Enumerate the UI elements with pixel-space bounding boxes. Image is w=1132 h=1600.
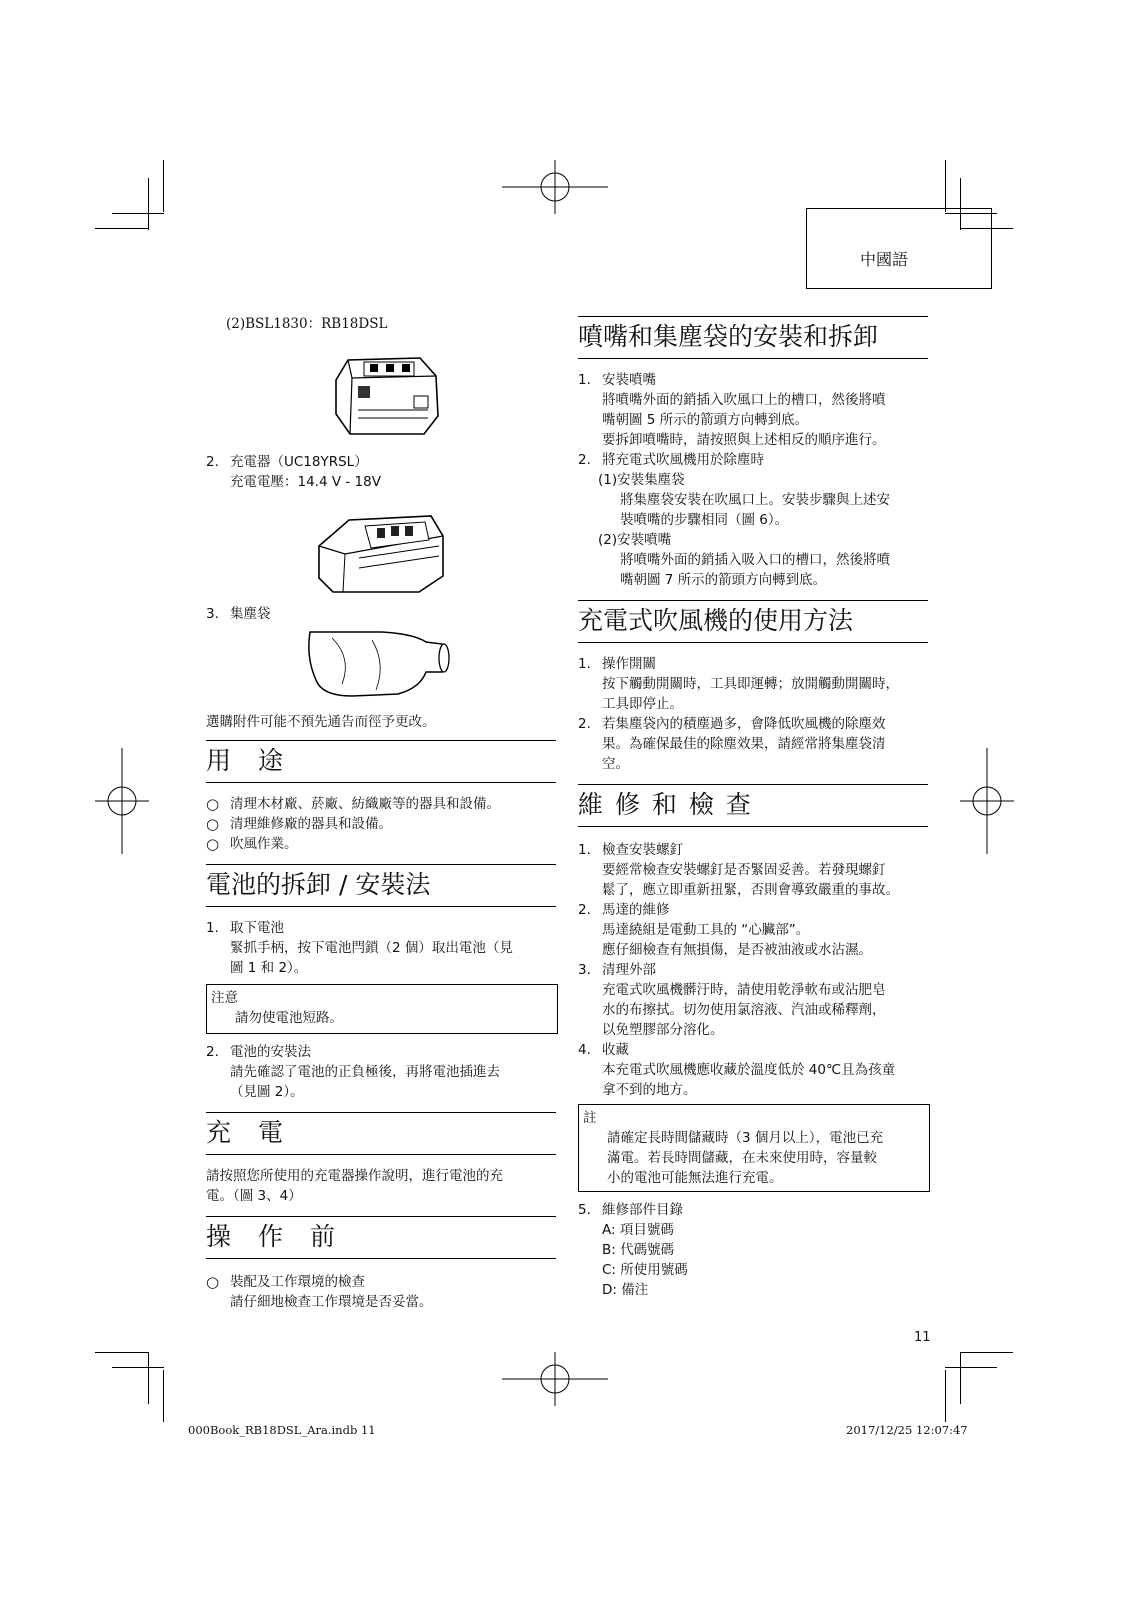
uses-item: 吹風作業。: [230, 836, 298, 852]
maintenance-4-text: 本充電式吹風機應收藏於溫度低於 40℃且為孩童: [602, 1062, 896, 1078]
remove-battery-text: 圖 1 和 2）。: [230, 960, 308, 976]
caution-label: 注意: [211, 990, 238, 1006]
usage-step-1-text: 按下觸動開關時，工具即運轉；放開觸動開關時，: [602, 676, 899, 692]
maintenance-3-text: 水的布擦拭。切勿使用氯溶液、汽油或稀釋劑，: [602, 1002, 886, 1018]
charger-item-title: 充電器（UC18YRSL）: [230, 454, 368, 470]
registration-target-top-icon: [502, 160, 608, 214]
bag-item-title: 集塵袋: [230, 606, 271, 622]
storage-note-label: 註: [583, 1110, 597, 1126]
maintenance-4-title: 收藏: [602, 1042, 629, 1058]
nozzle-step-2-num: 2.: [578, 452, 591, 468]
charging-heading-top-rule: [206, 1112, 556, 1113]
usage-heading-bottom-rule: [578, 642, 928, 643]
nozzle-heading: 噴嘴和集塵袋的安裝和拆卸: [578, 322, 879, 351]
usage-step-2-num: 2.: [578, 716, 591, 732]
parts-list-item: A: 項目號碼: [602, 1222, 674, 1238]
install-battery-num: 2.: [206, 1044, 219, 1060]
maintenance-3-text: 以免塑膠部分溶化。: [602, 1022, 724, 1038]
maintenance-5-num: 5.: [578, 1202, 591, 1218]
maintenance-2-title: 馬達的維修: [602, 902, 670, 918]
maintenance-1-text: 鬆了，應立即重新扭緊，否則會導致嚴重的事故。: [602, 882, 899, 898]
maintenance-2-num: 2.: [578, 902, 591, 918]
optional-accessories-note: 選購附件可能不預先通告而徑予更改。: [206, 714, 436, 730]
usage-step-1-num: 1.: [578, 656, 591, 672]
uses-marker-1: ○: [206, 795, 220, 813]
charging-heading-bottom-rule: [206, 1154, 556, 1155]
uses-heading: 用 途: [206, 746, 285, 775]
caution-box: [206, 984, 558, 1034]
parts-list-item: B: 代碼號碼: [602, 1242, 675, 1258]
install-battery-text: 請先確認了電池的正負極後，再將電池插進去: [230, 1064, 500, 1080]
storage-note-text: 請確定長時間儲藏時（3 個月以上），電池已充: [607, 1130, 884, 1146]
usage-step-1-text: 工具即停止。: [602, 696, 683, 712]
uses-heading-bottom-rule: [206, 782, 556, 783]
battery-heading-bottom-rule: [206, 906, 556, 907]
maintenance-3-title: 清理外部: [602, 962, 656, 978]
nozzle-step-2b-title: (2)安裝噴嘴: [598, 532, 672, 548]
before-operation-heading: 操 作 前: [206, 1222, 337, 1251]
dust-bag-illustration: [302, 628, 458, 700]
maintenance-3-num: 3.: [578, 962, 591, 978]
before-check-text: 請仔細地檢查工作環境是否妥當。: [230, 1294, 433, 1310]
nozzle-step-1-title: 安裝噴嘴: [602, 372, 656, 388]
nozzle-heading-top-rule: [578, 316, 928, 317]
battery-illustration: [328, 350, 448, 436]
nozzle-step-2b-text: 將噴嘴外面的銷插入吸入口的槽口，然後將噴: [620, 552, 890, 568]
uses-marker-3: ○: [206, 835, 220, 853]
charger-voltage: 充電電壓：14.4 V - 18V: [230, 474, 381, 490]
remove-battery-title: 取下電池: [230, 920, 284, 936]
before-marker: ○: [206, 1273, 220, 1291]
maintenance-2-text: 馬達繞組是電動工具的 “心臟部”。: [602, 922, 810, 938]
maintenance-5-title: 維修部件目錄: [602, 1202, 683, 1218]
charger-item-num: 2.: [206, 454, 219, 470]
language-tab: [806, 208, 992, 289]
battery-heading-top-rule: [206, 864, 556, 865]
usage-heading: 充電式吹風機的使用方法: [578, 606, 854, 635]
maintenance-heading: 維 修 和 檢 查: [578, 790, 753, 819]
footer-file-name: 000Book_RB18DSL_Ara.indb 11: [188, 1423, 376, 1437]
parts-list-item: D: 備注: [602, 1282, 649, 1298]
storage-note-text: 滿電。若長時間儲藏，在未來使用時，容量較: [607, 1150, 877, 1166]
bag-item-num: 3.: [206, 606, 219, 622]
charger-illustration: [315, 506, 447, 594]
registration-target-right-icon: [960, 748, 1014, 854]
nozzle-step-1-num: 1.: [578, 372, 591, 388]
nozzle-step-1-text: 將噴嘴外面的銷插入吹風口上的槽口，然後將噴: [602, 392, 886, 408]
uses-item: 清理木材廠、菸廠、紡織廠等的器具和設備。: [230, 796, 500, 812]
nozzle-step-2b-text: 嘴朝圖 7 所示的箭頭方向轉到底。: [620, 572, 827, 588]
maintenance-3-text: 充電式吹風機髒汙時，請使用乾淨軟布或沾肥皂: [602, 982, 886, 998]
storage-note-text: 小的電池可能無法進行充電。: [607, 1170, 783, 1186]
remove-battery-num: 1.: [206, 920, 219, 936]
registration-target-left-icon: [95, 748, 149, 854]
charging-heading: 充 電: [206, 1118, 285, 1147]
charging-text: 電。（圖 3、4）: [206, 1188, 302, 1204]
nozzle-step-2-title: 將充電式吹風機用於除塵時: [602, 452, 764, 468]
maintenance-1-text: 要經常檢查安裝螺釘是否緊固妥善。若發現螺釘: [602, 862, 886, 878]
nozzle-step-1-text: 要拆卸噴嘴時，請按照與上述相反的順序進行。: [602, 432, 886, 448]
page-number: 11: [914, 1330, 931, 1345]
install-battery-text: （見圖 2）。: [230, 1084, 304, 1100]
battery-model-line: (2)BSL1830：RB18DSL: [226, 316, 388, 332]
maintenance-4-num: 4.: [578, 1042, 591, 1058]
uses-marker-2: ○: [206, 815, 220, 833]
maintenance-heading-bottom-rule: [578, 826, 928, 827]
remove-battery-text: 緊抓手柄，按下電池閂鎖（2 個）取出電池（見: [230, 940, 513, 956]
nozzle-step-2a-text: 將集塵袋安裝在吹風口上。安裝步驟與上述安: [620, 492, 890, 508]
footer-timestamp: 2017/12/25 12:07:47: [846, 1423, 968, 1437]
charging-text: 請按照您所使用的充電器操作說明，進行電池的充: [206, 1168, 503, 1184]
install-battery-title: 電池的安裝法: [230, 1044, 311, 1060]
maintenance-1-num: 1.: [578, 842, 591, 858]
caution-text: 請勿使電池短路。: [235, 1010, 343, 1026]
maintenance-heading-top-rule: [578, 784, 928, 785]
maintenance-2-text: 應仔細檢查有無損傷，是否被油液或水沾濕。: [602, 942, 872, 958]
before-check-title: 裝配及工作環境的檢查: [230, 1274, 365, 1290]
maintenance-1-title: 檢查安裝螺釘: [602, 842, 683, 858]
nozzle-step-2a-text: 裝噴嘴的步驟相同（圖 6）。: [620, 512, 789, 528]
uses-heading-top-rule: [206, 740, 556, 741]
usage-step-2-text: 空。: [602, 756, 629, 772]
storage-note-box: [578, 1104, 930, 1192]
usage-step-1-title: 操作開關: [602, 656, 656, 672]
nozzle-heading-bottom-rule: [578, 358, 928, 359]
nozzle-step-1-text: 嘴朝圖 5 所示的箭頭方向轉到底。: [602, 412, 809, 428]
usage-heading-top-rule: [578, 600, 928, 601]
battery-heading: 電池的拆卸 / 安裝法: [206, 870, 431, 899]
language-tab-label: 中國語: [860, 250, 909, 269]
before-heading-bottom-rule: [206, 1258, 556, 1259]
usage-step-2-text: 果。為確保最佳的除塵效果，請經常將集塵袋清: [602, 736, 886, 752]
maintenance-4-text: 拿不到的地方。: [602, 1082, 697, 1098]
parts-list-item: C: 所使用號碼: [602, 1262, 688, 1278]
before-heading-top-rule: [206, 1216, 556, 1217]
registration-target-bottom-icon: [502, 1352, 608, 1406]
nozzle-step-2a-title: (1)安裝集塵袋: [598, 472, 685, 488]
usage-step-2-text: 若集塵袋內的積塵過多，會降低吹風機的除塵效: [602, 716, 886, 732]
uses-item: 清理維修廠的器具和設備。: [230, 816, 392, 832]
